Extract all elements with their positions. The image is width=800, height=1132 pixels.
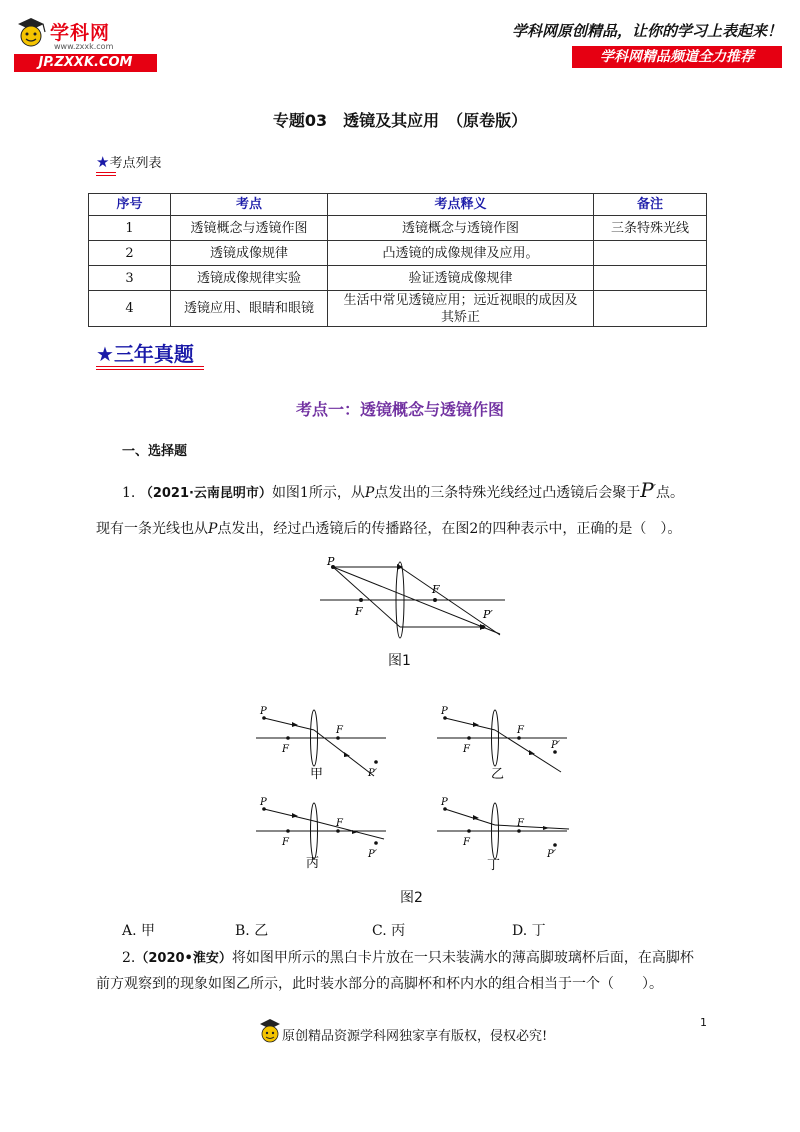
panel-p-label: P [441, 797, 448, 808]
list-heading-text: 考点列表 [109, 156, 162, 171]
page-number: 1 [700, 1016, 707, 1029]
panel-label: 丁 [487, 858, 501, 873]
panel-label: 丙 [306, 856, 320, 871]
fig1-f-right-label: F [432, 583, 440, 596]
heading-underline [96, 172, 116, 176]
part-title: 一、选择题 [122, 444, 188, 459]
table-cell: 透镜概念与透镜作图 [328, 216, 594, 241]
p-label: P [364, 485, 375, 501]
figure-2-panel-jia [252, 702, 392, 782]
panel-label: 乙 [491, 767, 505, 782]
logo [14, 14, 164, 74]
option-c: C. 丙 [372, 923, 406, 939]
fig1-p-prime-label: P′ [483, 608, 493, 621]
table-cell: 透镜成像规律实验 [171, 266, 328, 291]
panel-f-label: F [463, 744, 470, 755]
table-row [89, 291, 707, 327]
table-cell: 透镜成像规律 [171, 241, 328, 266]
p-label: P [208, 521, 218, 537]
question-source: （2020•淮安） [135, 951, 232, 966]
table-header-cell: 备注 [594, 194, 707, 216]
question-1-line-1: 1. （2021·云南昆明市）如图1所示，从P点发出的三条特殊光线经过凸透镜后会聚于P′点。 [122, 478, 685, 502]
logo-small-url: www.zxxk.com [54, 42, 114, 51]
panel-p-prime-label: P′ [368, 768, 377, 779]
section-title-text: 三年真题 [113, 342, 194, 366]
panel-p-label: P [441, 706, 448, 717]
figure-2-panel-yi [433, 702, 573, 782]
figure-1-caption: 图1 [388, 653, 411, 669]
panel-p-prime-label: P′ [368, 849, 377, 860]
panel-p-prime-label: P′ [547, 849, 556, 860]
table-cell: 1 [89, 216, 171, 241]
footer-copyright: 原创精品资源学科网独家享有版权，侵权必究! [282, 1029, 548, 1044]
q1-line2-b: 点发出，经过凸透镜后的传播路径，在图2的四种表示中，正确的是（ ）。 [217, 521, 682, 537]
topic-table [88, 193, 707, 327]
q2-text: 将如图甲所示的黑白卡片放在一只未装满水的薄高脚玻璃杯后面，在高脚杯 [231, 950, 694, 966]
fig1-p-label: P [327, 555, 335, 568]
table-row [89, 216, 707, 241]
section-underline [96, 366, 204, 370]
table-cell: 生活中常见透镜应用；远近视眼的成因及其矫正 [328, 291, 594, 327]
option-a: A. 甲 [122, 923, 156, 939]
star-icon: ★ [96, 153, 110, 171]
section-title [96, 338, 194, 367]
panel-p-prime-label: P′ [551, 740, 560, 751]
q1-text-a: 如图1所示，从 [271, 485, 365, 501]
panel-f-label: F [336, 725, 343, 736]
panel-f-label: F [282, 744, 289, 755]
graduate-mascot-icon [14, 14, 48, 52]
question-source: （2021·云南昆明市） [139, 486, 272, 501]
table-cell [594, 266, 707, 291]
table-cell: 验证透镜成像规律 [328, 266, 594, 291]
table-cell: 透镜应用、眼睛和眼镜 [171, 291, 328, 327]
header-recommend-banner [572, 46, 782, 68]
panel-p-label: P [260, 797, 267, 808]
page-title: 专题03 透镜及其应用 （原卷版） [272, 111, 528, 130]
p-prime-label: P [640, 478, 654, 502]
topic-title: 考点一：透镜概念与透镜作图 [295, 400, 504, 419]
table-cell [594, 241, 707, 266]
table-header-row [89, 194, 707, 216]
q1-text-c: 点。 [656, 485, 685, 501]
panel-f-label: F [336, 818, 343, 829]
question-2-line-2: 前方观察到的现象如图乙所示，此时装水部分的高脚杯和杯内水的组合相当于一个（ ）。 [96, 976, 663, 992]
header-slogan: 学科网原创精品，让你的学习上表起来！ [511, 22, 782, 40]
panel-label: 甲 [310, 767, 324, 782]
table-header-cell: 考点释义 [328, 194, 594, 216]
header-recommend-text: 学科网精品频道全力推荐 [600, 49, 754, 65]
q1-text-b: 点发出的三条特殊光线经过凸透镜后会聚于 [374, 485, 641, 501]
question-number: 1. [122, 485, 136, 501]
table-row [89, 241, 707, 266]
panel-f-label: F [517, 725, 524, 736]
panel-f-label: F [282, 837, 289, 848]
figure-2-panel-ding [433, 795, 573, 875]
figure-2-panel-bing [252, 795, 392, 875]
list-heading [96, 152, 161, 171]
logo-domain-banner [14, 54, 157, 72]
table-cell: 2 [89, 241, 171, 266]
question-1-line-2 [96, 518, 681, 538]
table-header-cell: 序号 [89, 194, 171, 216]
figure-2-caption: 图2 [400, 890, 423, 906]
option-d: D. 丁 [512, 923, 546, 939]
panel-f-label: F [463, 837, 470, 848]
footer-mascot-icon [258, 1016, 282, 1046]
question-number: 2. [122, 950, 136, 966]
star-icon: ★ [96, 342, 114, 366]
table-header-cell: 考点 [171, 194, 328, 216]
table-cell [594, 291, 707, 327]
table-cell: 透镜概念与透镜作图 [171, 216, 328, 241]
logo-site-name: 学科网 [50, 22, 111, 44]
fig1-f-left-label: F [355, 605, 363, 618]
table-row [89, 266, 707, 291]
table-cell: 3 [89, 266, 171, 291]
option-b: B. 乙 [235, 923, 269, 939]
table-cell: 凸透镜的成像规律及应用。 [328, 241, 594, 266]
table-cell: 4 [89, 291, 171, 327]
figure-1-diagram [315, 555, 515, 645]
panel-f-label: F [517, 818, 524, 829]
panel-p-label: P [260, 706, 267, 717]
q1-line2-a: 现有一条光线也从 [96, 521, 208, 537]
table-cell: 三条特殊光线 [594, 216, 707, 241]
question-2-line-1 [122, 947, 694, 967]
logo-domain-text: JP.ZXXK.COM [38, 55, 133, 70]
